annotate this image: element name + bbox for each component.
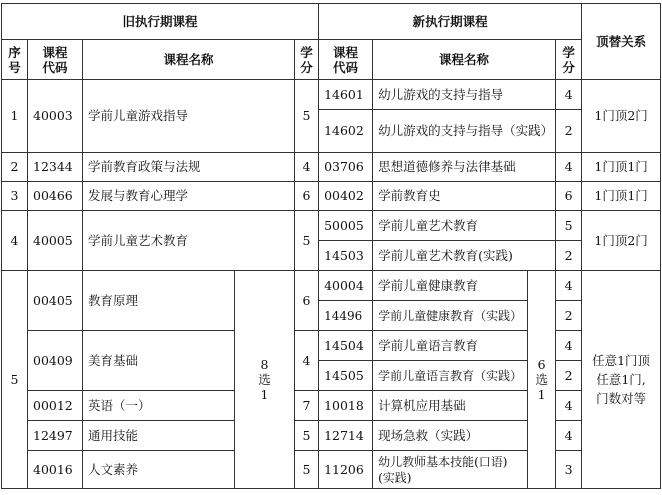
new-credit-cell: 4 [556, 80, 582, 110]
new-credit-cell: 4 [556, 421, 582, 451]
old-credit-cell: 4 [295, 331, 319, 391]
new-code-cell: 14601 [319, 80, 373, 110]
new-name-cell: 学前儿童语言教育（实践） [373, 361, 528, 391]
old-credit-cell: 5 [295, 211, 319, 271]
table-row [2, 391, 661, 421]
seq-cell: 5 [2, 271, 28, 489]
new-code-cell: 03706 [319, 153, 373, 182]
table-row [2, 451, 661, 489]
old-code-cell: 00466 [28, 182, 83, 211]
old-name-cell: 学前儿童游戏指导 [83, 80, 295, 153]
new-credit-cell: 4 [556, 153, 582, 182]
seq-cell: 4 [2, 211, 28, 271]
new-name-cell: 学前儿童健康教育（实践） [373, 301, 528, 331]
old-code-header: 课程代码 [28, 40, 83, 80]
new-name-cell: 幼儿游戏的支持与指导（实践） [373, 110, 556, 153]
new-name-cell: 学前儿童健康教育 [373, 271, 528, 301]
new-code-header: 课程代码 [319, 40, 373, 80]
new-name-cell: 幼儿游戏的支持与指导 [373, 80, 556, 110]
new-code-cell: 14602 [319, 110, 373, 153]
new-name-cell: 学前儿童艺术教育 [373, 211, 556, 241]
relation-cell: 1门顶1门 [582, 182, 661, 211]
relation-cell: 任意1门顶任意1门,门数对等 [582, 271, 661, 489]
relation-cell: 1门顶1门 [582, 153, 661, 182]
old-choose-cell: 8选1 [235, 271, 295, 489]
old-credit-cell: 7 [295, 391, 319, 421]
old-credit-header: 学分 [295, 40, 319, 80]
old-name-cell: 人文素养 [83, 451, 235, 489]
old-name-cell: 发展与教育心理学 [83, 182, 295, 211]
course-replacement-table [1, 3, 661, 489]
new-code-cell: 00402 [319, 182, 373, 211]
old-name-cell: 教育原理 [83, 271, 235, 331]
old-credit-cell: 5 [295, 421, 319, 451]
new-credit-cell: 2 [556, 361, 582, 391]
old-credit-cell: 6 [295, 182, 319, 211]
old-name-header: 课程名称 [83, 40, 295, 80]
seq-cell: 3 [2, 182, 28, 211]
seq-header: 序号 [2, 40, 28, 80]
new-name-cell: 幼儿教师基本技能(口语)(实践) [373, 451, 528, 489]
old-period-header: 旧执行期课程 [2, 4, 319, 40]
new-code-cell: 14503 [319, 241, 373, 271]
new-code-cell: 50005 [319, 211, 373, 241]
new-code-cell: 40004 [319, 271, 373, 301]
table-row [2, 421, 661, 451]
seq-cell: 1 [2, 80, 28, 153]
new-credit-cell: 4 [556, 391, 582, 421]
new-code-cell: 11206 [319, 451, 373, 489]
new-credit-cell: 2 [556, 110, 582, 153]
new-name-cell: 学前儿童语言教育 [373, 331, 528, 361]
old-code-cell: 00405 [28, 271, 83, 331]
old-code-cell: 00409 [28, 331, 83, 391]
old-code-cell: 12497 [28, 421, 83, 451]
new-code-cell: 14496 [319, 301, 373, 331]
new-credit-header: 学分 [556, 40, 582, 80]
old-code-cell: 40016 [28, 451, 83, 489]
new-period-header: 新执行期课程 [319, 4, 582, 40]
relation-cell: 1门顶2门 [582, 211, 661, 271]
new-name-cell: 计算机应用基础 [373, 391, 528, 421]
old-credit-cell: 4 [295, 153, 319, 182]
new-name-cell: 学前教育史 [373, 182, 556, 211]
old-name-cell: 美育基础 [83, 331, 235, 391]
relation-cell: 1门顶2门 [582, 80, 661, 153]
new-credit-cell: 4 [556, 331, 582, 361]
old-code-cell: 00012 [28, 391, 83, 421]
old-code-cell: 12344 [28, 153, 83, 182]
old-code-cell: 40003 [28, 80, 83, 153]
new-name-cell: 学前儿童艺术教育(实践) [373, 241, 556, 271]
new-credit-cell: 2 [556, 241, 582, 271]
old-credit-cell: 5 [295, 80, 319, 153]
new-name-cell: 思想道德修养与法律基础 [373, 153, 556, 182]
table-row [2, 80, 661, 110]
new-code-cell: 14504 [319, 331, 373, 361]
new-credit-cell: 4 [556, 271, 582, 301]
old-code-cell: 40005 [28, 211, 83, 271]
old-name-cell: 英语（一） [83, 391, 235, 421]
new-credit-cell: 3 [556, 451, 582, 489]
new-credit-cell: 6 [556, 182, 582, 211]
new-code-cell: 10018 [319, 391, 373, 421]
table-row [2, 153, 661, 182]
table-row [2, 331, 661, 361]
new-choose-cell: 6选1 [528, 271, 556, 489]
old-credit-cell: 5 [295, 451, 319, 489]
replace-relation-header: 顶替关系 [582, 4, 661, 80]
old-name-cell: 学前儿童艺术教育 [83, 211, 295, 271]
old-name-cell: 通用技能 [83, 421, 235, 451]
table-row [2, 211, 661, 241]
table-row [2, 271, 661, 301]
seq-cell: 2 [2, 153, 28, 182]
old-name-cell: 学前教育政策与法规 [83, 153, 295, 182]
new-credit-cell: 5 [556, 211, 582, 241]
new-code-cell: 12714 [319, 421, 373, 451]
table-row [2, 182, 661, 211]
old-credit-cell: 6 [295, 271, 319, 331]
new-name-header: 课程名称 [373, 40, 556, 80]
new-code-cell: 14505 [319, 361, 373, 391]
new-credit-cell: 2 [556, 301, 582, 331]
new-name-cell: 现场急救（实践） [373, 421, 528, 451]
